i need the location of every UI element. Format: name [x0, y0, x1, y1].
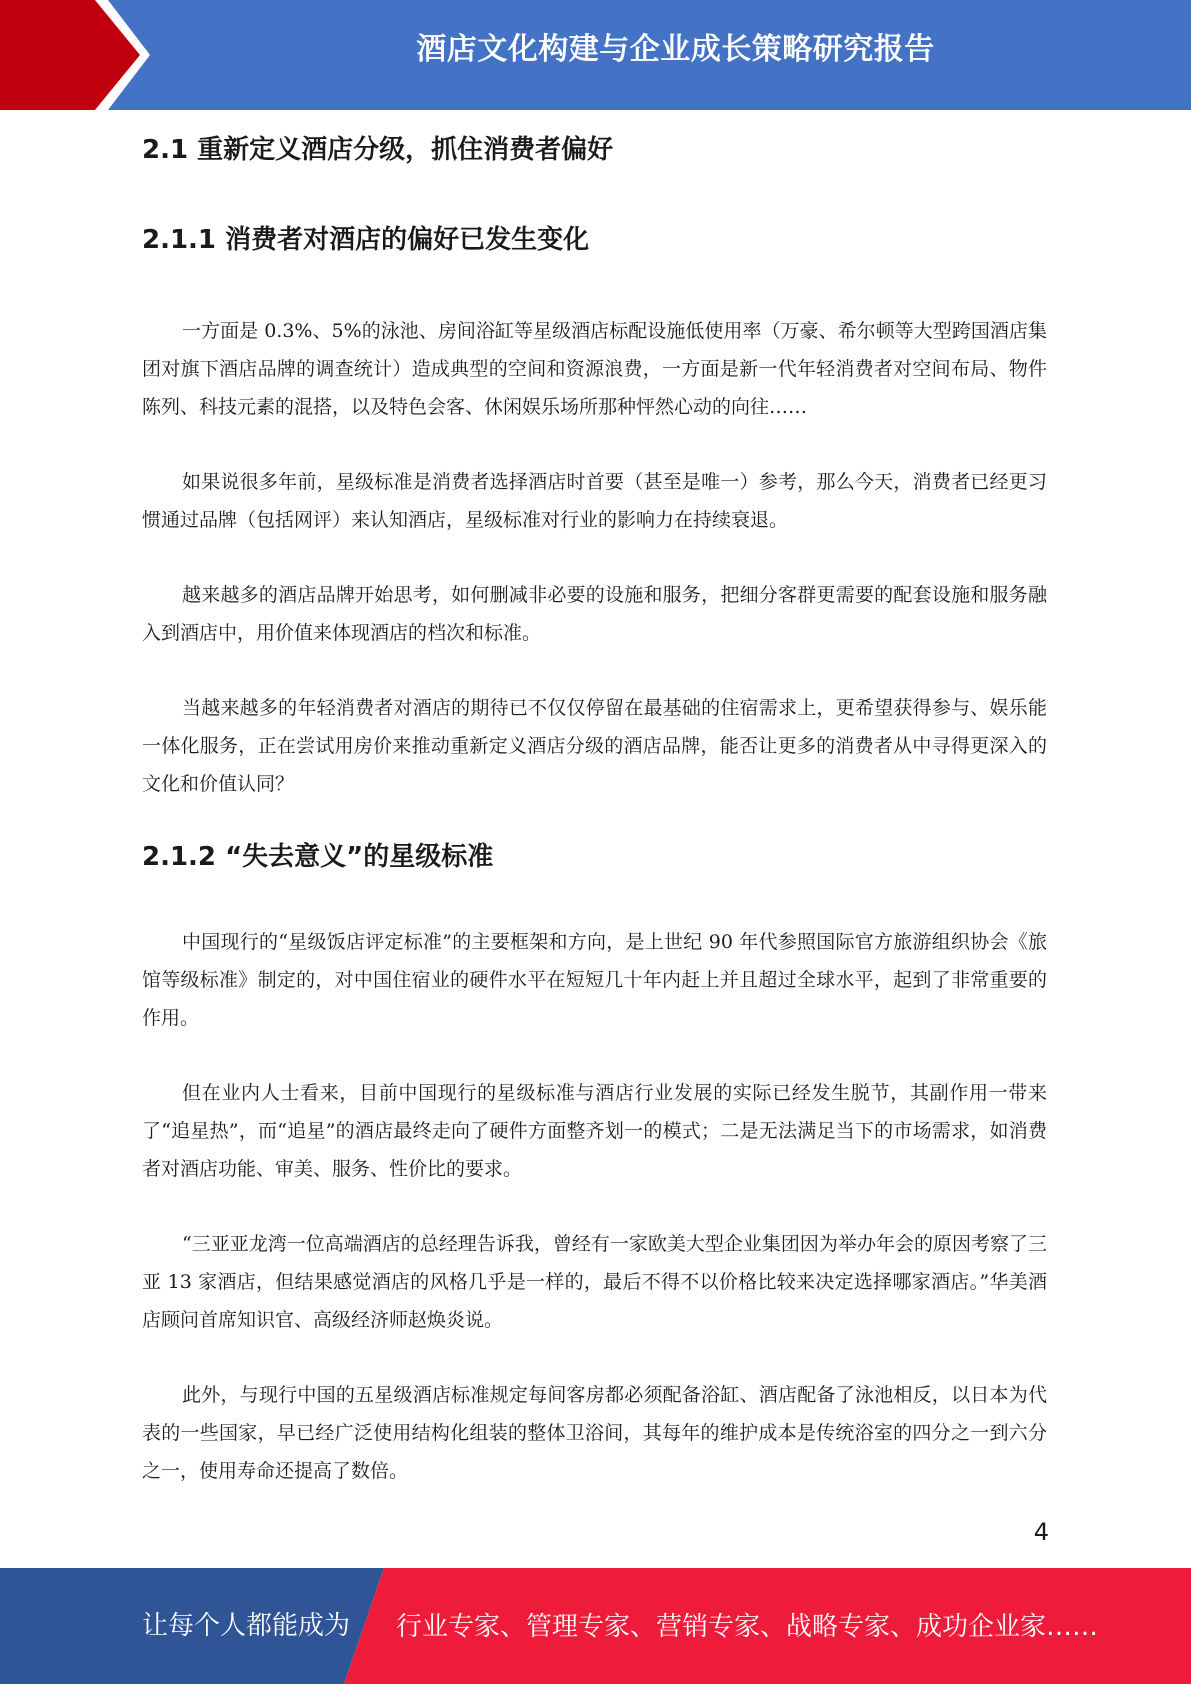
page-number: 4 — [1033, 1518, 1049, 1546]
footer-slogan-right: 行业专家、管理专家、营销专家、战略专家、成功企业家…… — [396, 1612, 1099, 1642]
section-2-1-heading: 2.1 重新定义酒店分级，抓住消费者偏好 — [142, 135, 614, 165]
section-2-1-1-body — [142, 312, 1047, 803]
paragraph: 但在业内人士看来，目前中国现行的星级标准与酒店行业发展的实际已经发生脱节，其副作用一带来了“追星热”，而“追星”的酒店最终走向了硬件方面整齐划一的模式；二是无法满足当下的市场需求，如消费者对酒店功能、审美、服务、性价比的要求。 — [142, 1082, 1047, 1180]
section-2-1-2-heading: 2.1.2 “失去意义”的星级标准 — [142, 842, 494, 872]
paragraph: 中国现行的“星级饭店评定标准”的主要框架和方向，是上世纪 90 年代参照国际官方旅游组织协会《旅馆等级标准》制定的，对中国住宿业的硬件水平在短短几十年内赶上并且超过全球水平，起到了非常重要的作用。 — [142, 931, 1047, 1029]
paragraph: 越来越多的酒店品牌开始思考，如何删减非必要的设施和服务，把细分客群更需要的配套设施和服务融入到酒店中，用价值来体现酒店的档次和标准。 — [142, 584, 1047, 644]
paragraph: 一方面是 0.3%、5%的泳池、房间浴缸等星级酒店标配设施低使用率（万豪、希尔顿等大型跨国酒店集团对旗下酒店品牌的调查统计）造成典型的空间和资源浪费，一方面是新一代年轻消费者对空间布局、物件陈列、科技元素的混搭，以及特色会客、休闲娱乐场所那种怦然心动的向往…… — [142, 320, 1047, 418]
header-chevron-icon — [0, 0, 160, 110]
section-2-1-1-heading: 2.1.1 消费者对酒店的偏好已发生变化 — [142, 225, 590, 255]
footer-slogan-left: 让每个人都能成为 — [142, 1611, 351, 1641]
header-band — [0, 0, 1191, 110]
footer-band — [0, 1568, 1191, 1684]
document-title: 酒店文化构建与企业成长策略研究报告 — [416, 32, 935, 67]
main-content — [142, 120, 1047, 1490]
paragraph: 如果说很多年前，星级标准是消费者选择酒店时首要（甚至是唯一）参考，那么今天，消费者已经更习惯通过品牌（包括网评）来认知酒店，星级标准对行业的影响力在持续衰退。 — [142, 471, 1047, 531]
paragraph: 当越来越多的年轻消费者对酒店的期待已不仅仅停留在最基础的住宿需求上，更希望获得参与、娱乐能一体化服务，正在尝试用房价来推动重新定义酒店分级的酒店品牌，能否让更多的消费者从中寻得更深入的文化和价值认同？ — [142, 697, 1047, 795]
section-2-1-2-body — [142, 923, 1047, 1490]
paragraph: “三亚亚龙湾一位高端酒店的总经理告诉我，曾经有一家欧美大型企业集团因为举办年会的原因考察了三亚 13 家酒店，但结果感觉酒店的风格几乎是一样的，最后不得不以价格比较来决定选择哪家酒店。”华美酒店顾问首席知识官、高级经济师赵焕炎说。 — [142, 1233, 1047, 1331]
paragraph: 此外，与现行中国的五星级酒店标准规定每间客房都必须配备浴缸、酒店配备了泳池相反，以日本为代表的一些国家，早已经广泛使用结构化组装的整体卫浴间，其每年的维护成本是传统浴室的四分之一到六分之一，使用寿命还提高了数倍。 — [142, 1384, 1047, 1482]
header-chevron-red — [0, 0, 150, 110]
